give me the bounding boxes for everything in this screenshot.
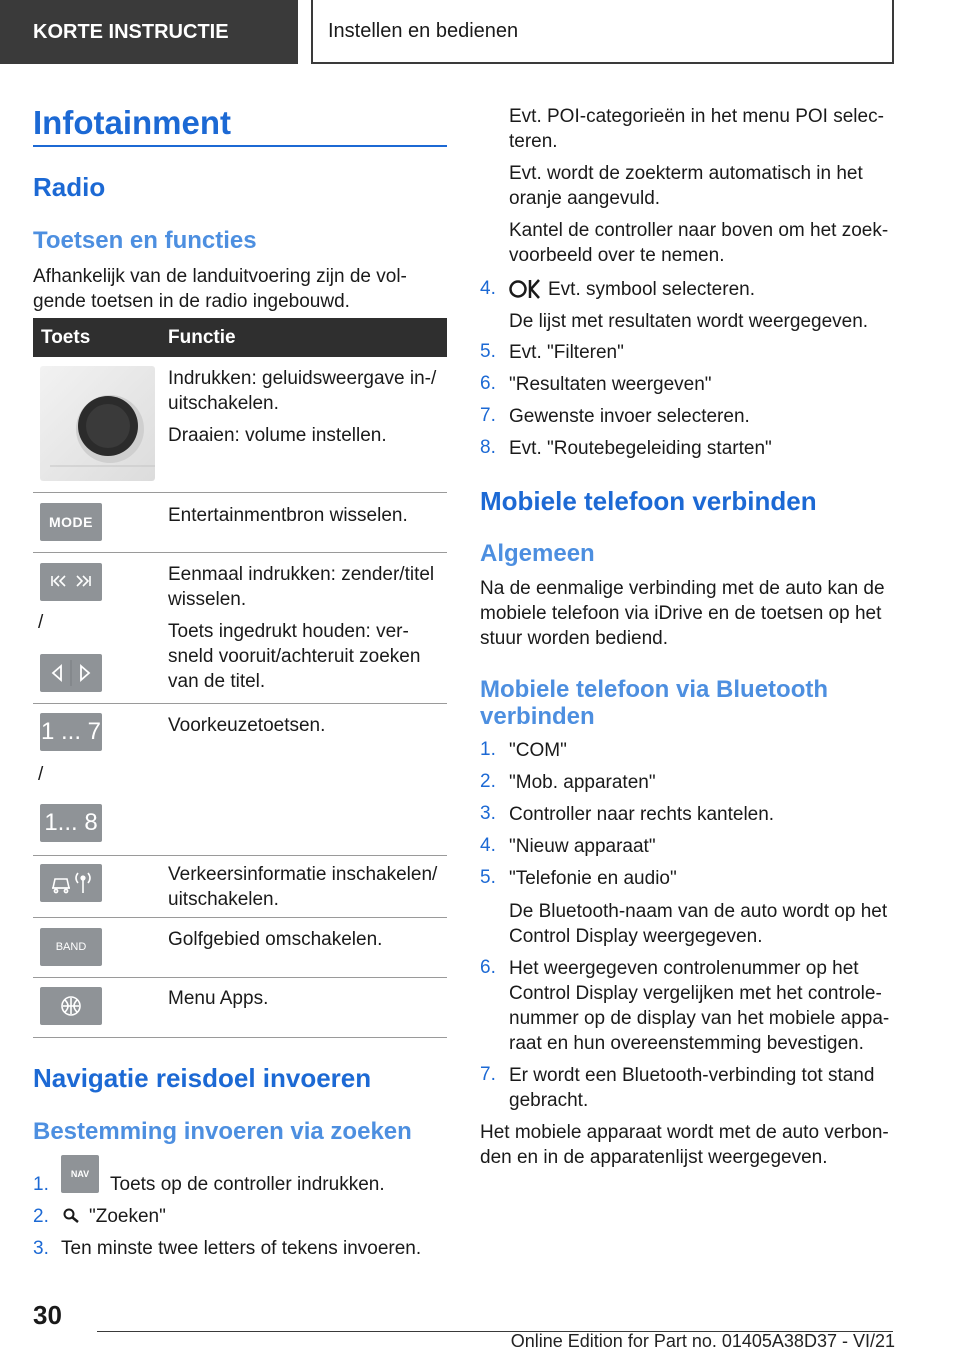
bt-step6-line1: Het weergegeven controlenummer op het bbox=[509, 958, 859, 979]
bt-step3-text: Controller naar rechts kantelen. bbox=[509, 804, 775, 825]
nav-step7-number: 7. bbox=[480, 405, 496, 426]
seek-key bbox=[40, 654, 102, 692]
header-chapter-label: Instellen en bedienen bbox=[328, 19, 519, 42]
volume-knob-icon bbox=[40, 366, 155, 481]
ok-icon bbox=[509, 278, 541, 300]
title-rule bbox=[33, 145, 447, 147]
nav-cont3-line1: Kantel de controller naar boven om het zoek- bbox=[509, 220, 889, 241]
phone-general-line2: mobiele telefoon via iDrive en de toetsen op het bbox=[480, 603, 882, 624]
row6-function: Golfgebied omschakelen. bbox=[168, 929, 383, 950]
nav-step5-number: 5. bbox=[480, 341, 496, 362]
radio-subheading: Toetsen en functies bbox=[33, 227, 257, 254]
row3-line1: Eenmaal indrukken: zender/titel bbox=[168, 564, 435, 585]
row1-line2: uitschakelen. bbox=[168, 393, 279, 414]
nav-step1-number: 1. bbox=[33, 1174, 49, 1195]
preset-key-7: 1 ... 7 bbox=[40, 713, 102, 751]
row1-line3: Draaien: volume instellen. bbox=[168, 425, 387, 446]
header-section-label: KORTE INSTRUCTIE bbox=[33, 20, 229, 43]
traffic-info-icon bbox=[40, 864, 102, 902]
row5-line1: Verkeersinformatie inschakelen/ bbox=[168, 864, 438, 885]
bt-step1-number: 1. bbox=[480, 739, 496, 760]
row2-function: Entertainmentbron wisselen. bbox=[168, 505, 408, 526]
phone-bt-heading-line1: Mobiele telefoon via Bluetooth bbox=[480, 676, 829, 703]
nav-step7-text: Gewenste invoer selecteren. bbox=[509, 406, 750, 427]
bt-step6-line4: raat en hun overeenstemming bevestigen. bbox=[509, 1033, 864, 1054]
preset-key-8: 1... 8 bbox=[40, 804, 102, 842]
row-divider bbox=[33, 855, 447, 856]
radio-intro-line1: Afhankelijk van de landuitvoering zijn de vol- bbox=[33, 266, 407, 287]
row5-function bbox=[168, 862, 443, 912]
bt-step6-line2: Control Display vergelijken met het controle- bbox=[509, 983, 882, 1004]
phone-general-heading: Algemeen bbox=[480, 540, 595, 567]
row-divider bbox=[33, 492, 447, 493]
nav-cont2-line1: Evt. wordt de zoekterm automatisch in het bbox=[509, 163, 863, 184]
col-function-header: Functie bbox=[168, 327, 236, 348]
bt-step4-number: 4. bbox=[480, 835, 496, 856]
nav-step3-number: 3. bbox=[33, 1238, 49, 1259]
bt-step6-number: 6. bbox=[480, 957, 496, 978]
search-icon bbox=[61, 1207, 83, 1225]
edition-note: Online Edition for Part no. 01405A38D37 - VI/21 bbox=[510, 1331, 895, 1351]
phone-general-line1: Na de eenmalige verbinding met de auto kan de bbox=[480, 578, 885, 599]
volume-knob-image bbox=[40, 366, 155, 481]
row1-line1: Indrukken: geluidsweergave in-/ bbox=[168, 368, 437, 389]
bt-step5-number: 5. bbox=[480, 867, 496, 888]
traffic-info-key bbox=[40, 864, 102, 902]
nav-step8-number: 8. bbox=[480, 437, 496, 458]
arrow-left-right-icon bbox=[40, 654, 102, 692]
row3-slash: / bbox=[38, 612, 44, 633]
row1-function bbox=[168, 366, 443, 448]
header-section-tab bbox=[0, 0, 298, 64]
nav-step6-number: 6. bbox=[480, 373, 496, 394]
row4-function: Voorkeuzetoetsen. bbox=[168, 715, 326, 736]
phone-general-line3: stuur worden bediend. bbox=[480, 628, 669, 649]
row3-function bbox=[168, 562, 443, 694]
nav-step1-text: Toets op de controller indrukken. bbox=[110, 1174, 385, 1195]
nav-step3-text: Ten minste twee letters of tekens invoeren. bbox=[61, 1238, 422, 1259]
apps-key bbox=[40, 987, 102, 1025]
row5-line2: uitschakelen. bbox=[168, 889, 279, 910]
header-chapter-tab bbox=[311, 0, 894, 64]
bt-step5-sub-line1: De Bluetooth-naam van de auto wordt op het bbox=[509, 901, 888, 922]
row7-function: Menu Apps. bbox=[168, 988, 269, 1009]
nav-step5-text: Evt. "Filteren" bbox=[509, 342, 624, 363]
mode-key: MODE bbox=[40, 503, 102, 541]
row-divider bbox=[33, 917, 447, 918]
nav-step4-text: Evt. symbool selecteren. bbox=[548, 279, 755, 300]
page-number: 30 bbox=[33, 1300, 62, 1330]
skip-back-forward-icon bbox=[40, 563, 102, 601]
nav-cont1-line2: teren. bbox=[509, 131, 558, 152]
nav-step6-text: "Resultaten weergeven" bbox=[509, 374, 712, 395]
nav-step4-number: 4. bbox=[480, 278, 496, 299]
bt-step1-text: "COM" bbox=[509, 740, 567, 761]
phone-closing-line2: den en in de apparatenlijst weergegeven. bbox=[480, 1147, 828, 1168]
bt-step7-line1: Er wordt een Bluetooth-verbinding tot stand bbox=[509, 1065, 875, 1086]
nav-cont2-line2: oranje aangevuld. bbox=[509, 188, 661, 209]
row3-line3: Toets ingedrukt houden: ver- bbox=[168, 621, 409, 642]
row-divider bbox=[33, 552, 447, 553]
row3-line4: sneld vooruit/achteruit zoeken bbox=[168, 646, 421, 667]
row4-slash: / bbox=[38, 764, 44, 785]
nav-step8-text: Evt. "Routebegeleiding starten" bbox=[509, 438, 772, 459]
band-key: BAND bbox=[40, 928, 102, 966]
phone-closing-line1: Het mobiele apparaat wordt met de auto verbon- bbox=[480, 1122, 889, 1143]
nav-step2-number: 2. bbox=[33, 1206, 49, 1227]
bt-step7-line2: gebracht. bbox=[509, 1090, 589, 1111]
nav-step4-sub: De lijst met resultaten wordt weergegeven. bbox=[509, 311, 869, 332]
radio-heading: Radio bbox=[33, 172, 106, 202]
bt-step4-text: "Nieuw apparaat" bbox=[509, 836, 656, 857]
nav-cont3-line2: voorbeeld over te nemen. bbox=[509, 245, 725, 266]
row3-line5: van de titel. bbox=[168, 671, 266, 692]
nav-cont1-line1: Evt. POI-categorieën in het menu POI selec- bbox=[509, 106, 884, 127]
nav-key: NAV bbox=[61, 1155, 99, 1193]
bt-step2-number: 2. bbox=[480, 771, 496, 792]
table-header bbox=[33, 318, 447, 357]
bt-step3-number: 3. bbox=[480, 803, 496, 824]
row-divider bbox=[33, 703, 447, 704]
bt-step7-number: 7. bbox=[480, 1064, 496, 1085]
navigation-heading: Navigatie reisdoel invoeren bbox=[33, 1063, 372, 1093]
apps-icon bbox=[40, 987, 102, 1025]
bt-step5-sub-line2: Control Display weergegeven. bbox=[509, 926, 763, 947]
phone-bt-heading-line2: verbinden bbox=[480, 703, 595, 730]
bt-step5-text: "Telefonie en audio" bbox=[509, 868, 677, 889]
phone-heading: Mobiele telefoon verbinden bbox=[480, 486, 817, 516]
row-divider bbox=[33, 977, 447, 978]
nav-step2-text: "Zoeken" bbox=[89, 1206, 166, 1227]
navigation-subheading: Bestemming invoeren via zoeken bbox=[33, 1118, 412, 1145]
skip-key bbox=[40, 563, 102, 601]
col-key-header: Toets bbox=[41, 327, 91, 348]
row-divider bbox=[33, 1037, 447, 1038]
bt-step2-text: "Mob. apparaten" bbox=[509, 772, 656, 793]
page-title: Infotainment bbox=[33, 104, 231, 141]
row3-line2: wisselen. bbox=[168, 589, 247, 610]
bt-step6-line3: nummer op de display van het mobiele appa- bbox=[509, 1008, 890, 1029]
radio-intro-line2: gende toetsen in de radio ingebouwd. bbox=[33, 291, 350, 312]
